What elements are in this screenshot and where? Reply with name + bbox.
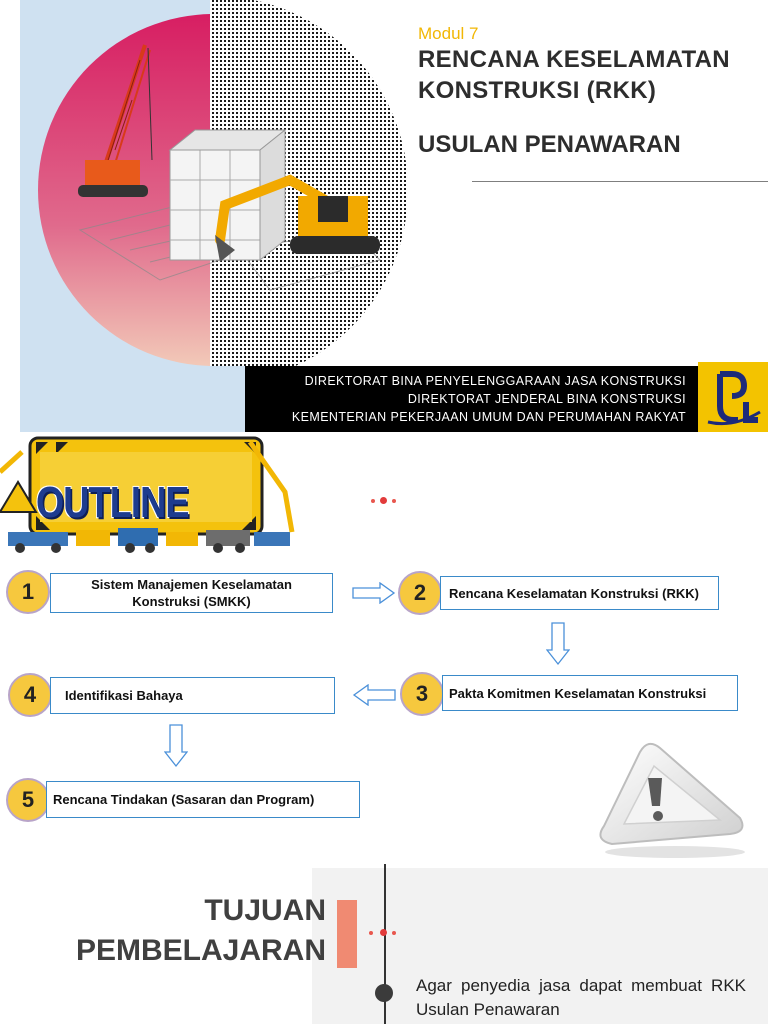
- page-title: RENCANA KESELAMATAN: [418, 46, 730, 73]
- agency-bar: [245, 366, 698, 432]
- step-number-5: 5: [6, 778, 50, 822]
- objectives-slide: [0, 864, 768, 1024]
- arrow-right-icon: [352, 582, 396, 604]
- outline-title: OUTLINE: [36, 478, 189, 527]
- step-label-1: Sistem Manajemen Keselamatan: [91, 577, 292, 592]
- decorative-dots-icon: [368, 496, 408, 506]
- title-divider: [472, 181, 768, 182]
- arrow-down-icon: [546, 622, 570, 666]
- accent-bar: [337, 900, 357, 968]
- module-label: Modul 7: [418, 24, 479, 43]
- timeline-node: [375, 984, 393, 1002]
- step-label-4: Identifikasi Bahaya: [65, 688, 183, 703]
- step-box-2: [440, 576, 719, 610]
- agency-line: DIREKTORAT BINA PENYELENGGARAAN JASA KONSTRUKSI: [304, 374, 686, 388]
- step-number-2: 2: [398, 571, 442, 615]
- step-label-1-line-2: Konstruksi (SMKK): [132, 594, 251, 609]
- agency-line: KEMENTERIAN PEKERJAAN UMUM DAN PERUMAHAN RAKYAT: [291, 410, 686, 424]
- step-label-2: Rencana Keselamatan Konstruksi (RKK): [449, 585, 699, 601]
- outline-slide: [0, 432, 768, 864]
- step-box-4: [50, 677, 335, 714]
- objective-text: Agar penyedia jasa dapat membuat RKK Usulan Penawaran: [416, 976, 746, 1019]
- objectives-title: TUJUAN: [204, 894, 326, 927]
- step-label-3: Pakta Komitmen Keselamatan Konstruksi: [449, 685, 707, 701]
- step-box-1: [50, 573, 333, 613]
- step-label-5: Rencana Tindakan (Sasaran dan Program): [53, 792, 315, 807]
- decorative-dots-icon: [366, 928, 406, 938]
- building-frame-icon: [170, 130, 285, 260]
- warning-sign-icon: [590, 740, 760, 860]
- step-number-3: 3: [400, 672, 444, 716]
- objectives-title-line-2: PEMBELAJARAN: [75, 934, 326, 967]
- agency-line: DIREKTORAT JENDERAL BINA KONSTRUKSI: [407, 392, 686, 406]
- arrow-left-icon: [352, 684, 396, 706]
- construction-illustration: [20, 0, 420, 366]
- page-title-line-2: KONSTRUKSI (RKK): [418, 77, 657, 104]
- step-number-4: 4: [8, 673, 52, 717]
- step-box-5: [46, 781, 360, 818]
- cover-slide: [0, 0, 768, 432]
- page-subtitle: USULAN PENAWARAN: [418, 131, 681, 158]
- pupr-logo: [698, 362, 768, 432]
- arrow-down-icon: [164, 724, 188, 768]
- step-number-1: 1: [6, 570, 50, 614]
- step-box-3: [442, 675, 738, 711]
